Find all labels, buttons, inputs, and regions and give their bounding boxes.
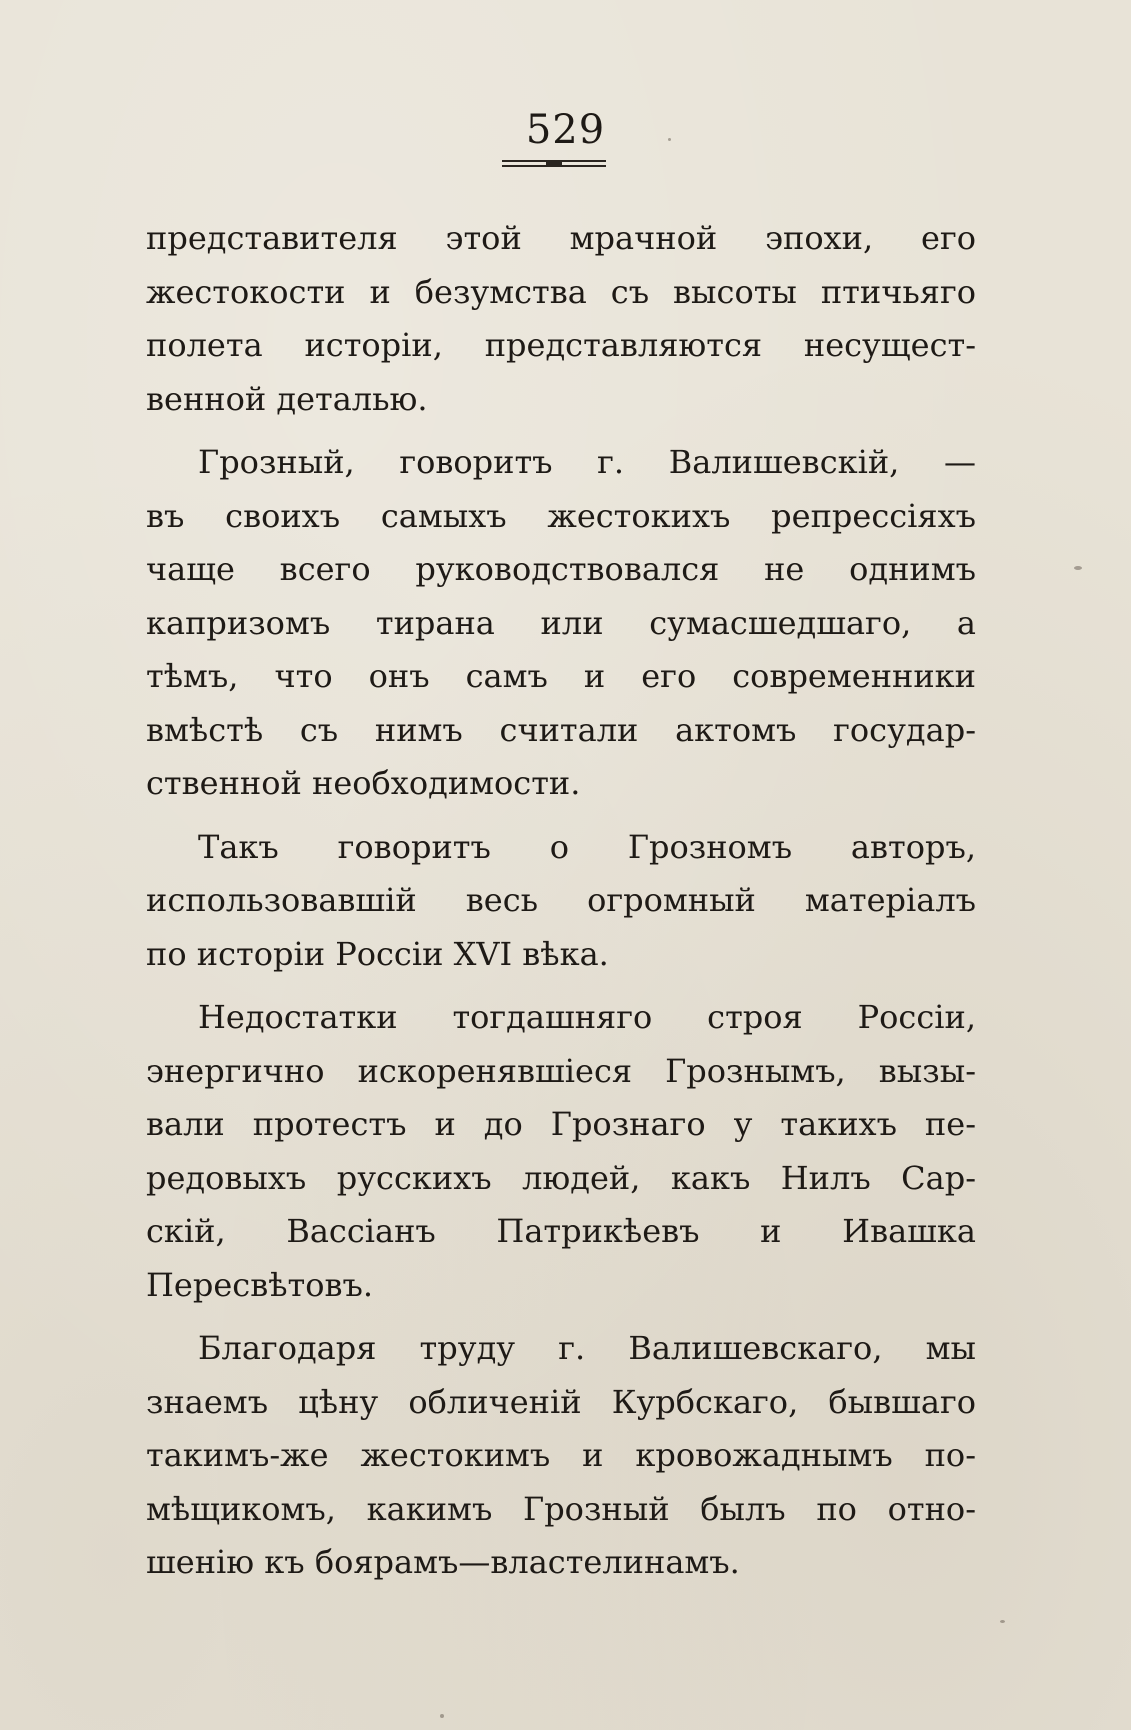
text-line: Грозный, говоритъ г. Валишевскій, — xyxy=(198,443,976,481)
text-line: въ своихъ самыхъ жестокихъ репрессіяхъ xyxy=(146,496,976,535)
text-line: Благодаря труду г. Валишевскаго, мы xyxy=(198,1329,976,1367)
text-line: вмѣстѣ съ нимъ считали актомъ государ- xyxy=(146,710,976,749)
text-line: шенію къ боярамъ—властелинамъ. xyxy=(146,1543,740,1581)
text-line: Такъ говоритъ о Грозномъ авторъ, xyxy=(198,827,976,866)
text-line: представителя этой мрачной эпохи, его xyxy=(146,219,976,257)
text-line: Недостатки тогдашняго строя Россіи, xyxy=(198,998,976,1036)
text-line: чаще всего руководствовался не однимъ xyxy=(146,550,976,588)
paragraph xyxy=(146,212,976,426)
text-line: скій, Вассіанъ Патрикѣевъ и Ивашка xyxy=(146,1212,976,1250)
paragraph xyxy=(146,1322,976,1590)
paper-speck xyxy=(1074,566,1082,570)
text-line: использовавшій весь огромный матеріалъ xyxy=(146,881,976,919)
text-line: знаемъ цѣну обличеній Курбскаго, бывшаго xyxy=(146,1382,976,1421)
page-number: 529 xyxy=(525,107,606,153)
paper-speck xyxy=(440,1714,444,1718)
paper-speck xyxy=(1000,1620,1005,1623)
page-number-rule xyxy=(502,160,606,167)
text-line: ственной необходимости. xyxy=(146,764,581,802)
text-line: жестокости и безумства съ высоты птичьяго xyxy=(146,272,976,311)
text-line: мѣщикомъ, какимъ Грозный былъ по отно- xyxy=(146,1489,976,1528)
paragraph xyxy=(146,436,976,811)
text-line: такимъ-же жестокимъ и кровожаднымъ по- xyxy=(146,1436,976,1474)
body-text xyxy=(146,212,976,1590)
text-line: по исторіи Россіи XVI вѣка. xyxy=(146,934,609,973)
text-line: вали протестъ и до Грознаго у такихъ пе- xyxy=(146,1105,976,1143)
paragraph xyxy=(146,821,976,982)
text-line: редовыхъ русскихъ людей, какъ Нилъ Сар- xyxy=(146,1158,976,1197)
paragraph xyxy=(146,991,976,1312)
text-line: Пересвѣтовъ. xyxy=(146,1265,374,1304)
text-line: энергично искоренявшіеся Грознымъ, вызы- xyxy=(146,1051,976,1090)
text-line: капризомъ тирана или сумасшедшаго, а xyxy=(146,603,976,642)
text-line: полета исторіи, представляются несущест- xyxy=(146,326,976,364)
paper-speck xyxy=(668,138,671,141)
text-line: венной деталью. xyxy=(146,379,428,418)
text-line: тѣмъ, что онъ самъ и его современники xyxy=(146,657,976,695)
